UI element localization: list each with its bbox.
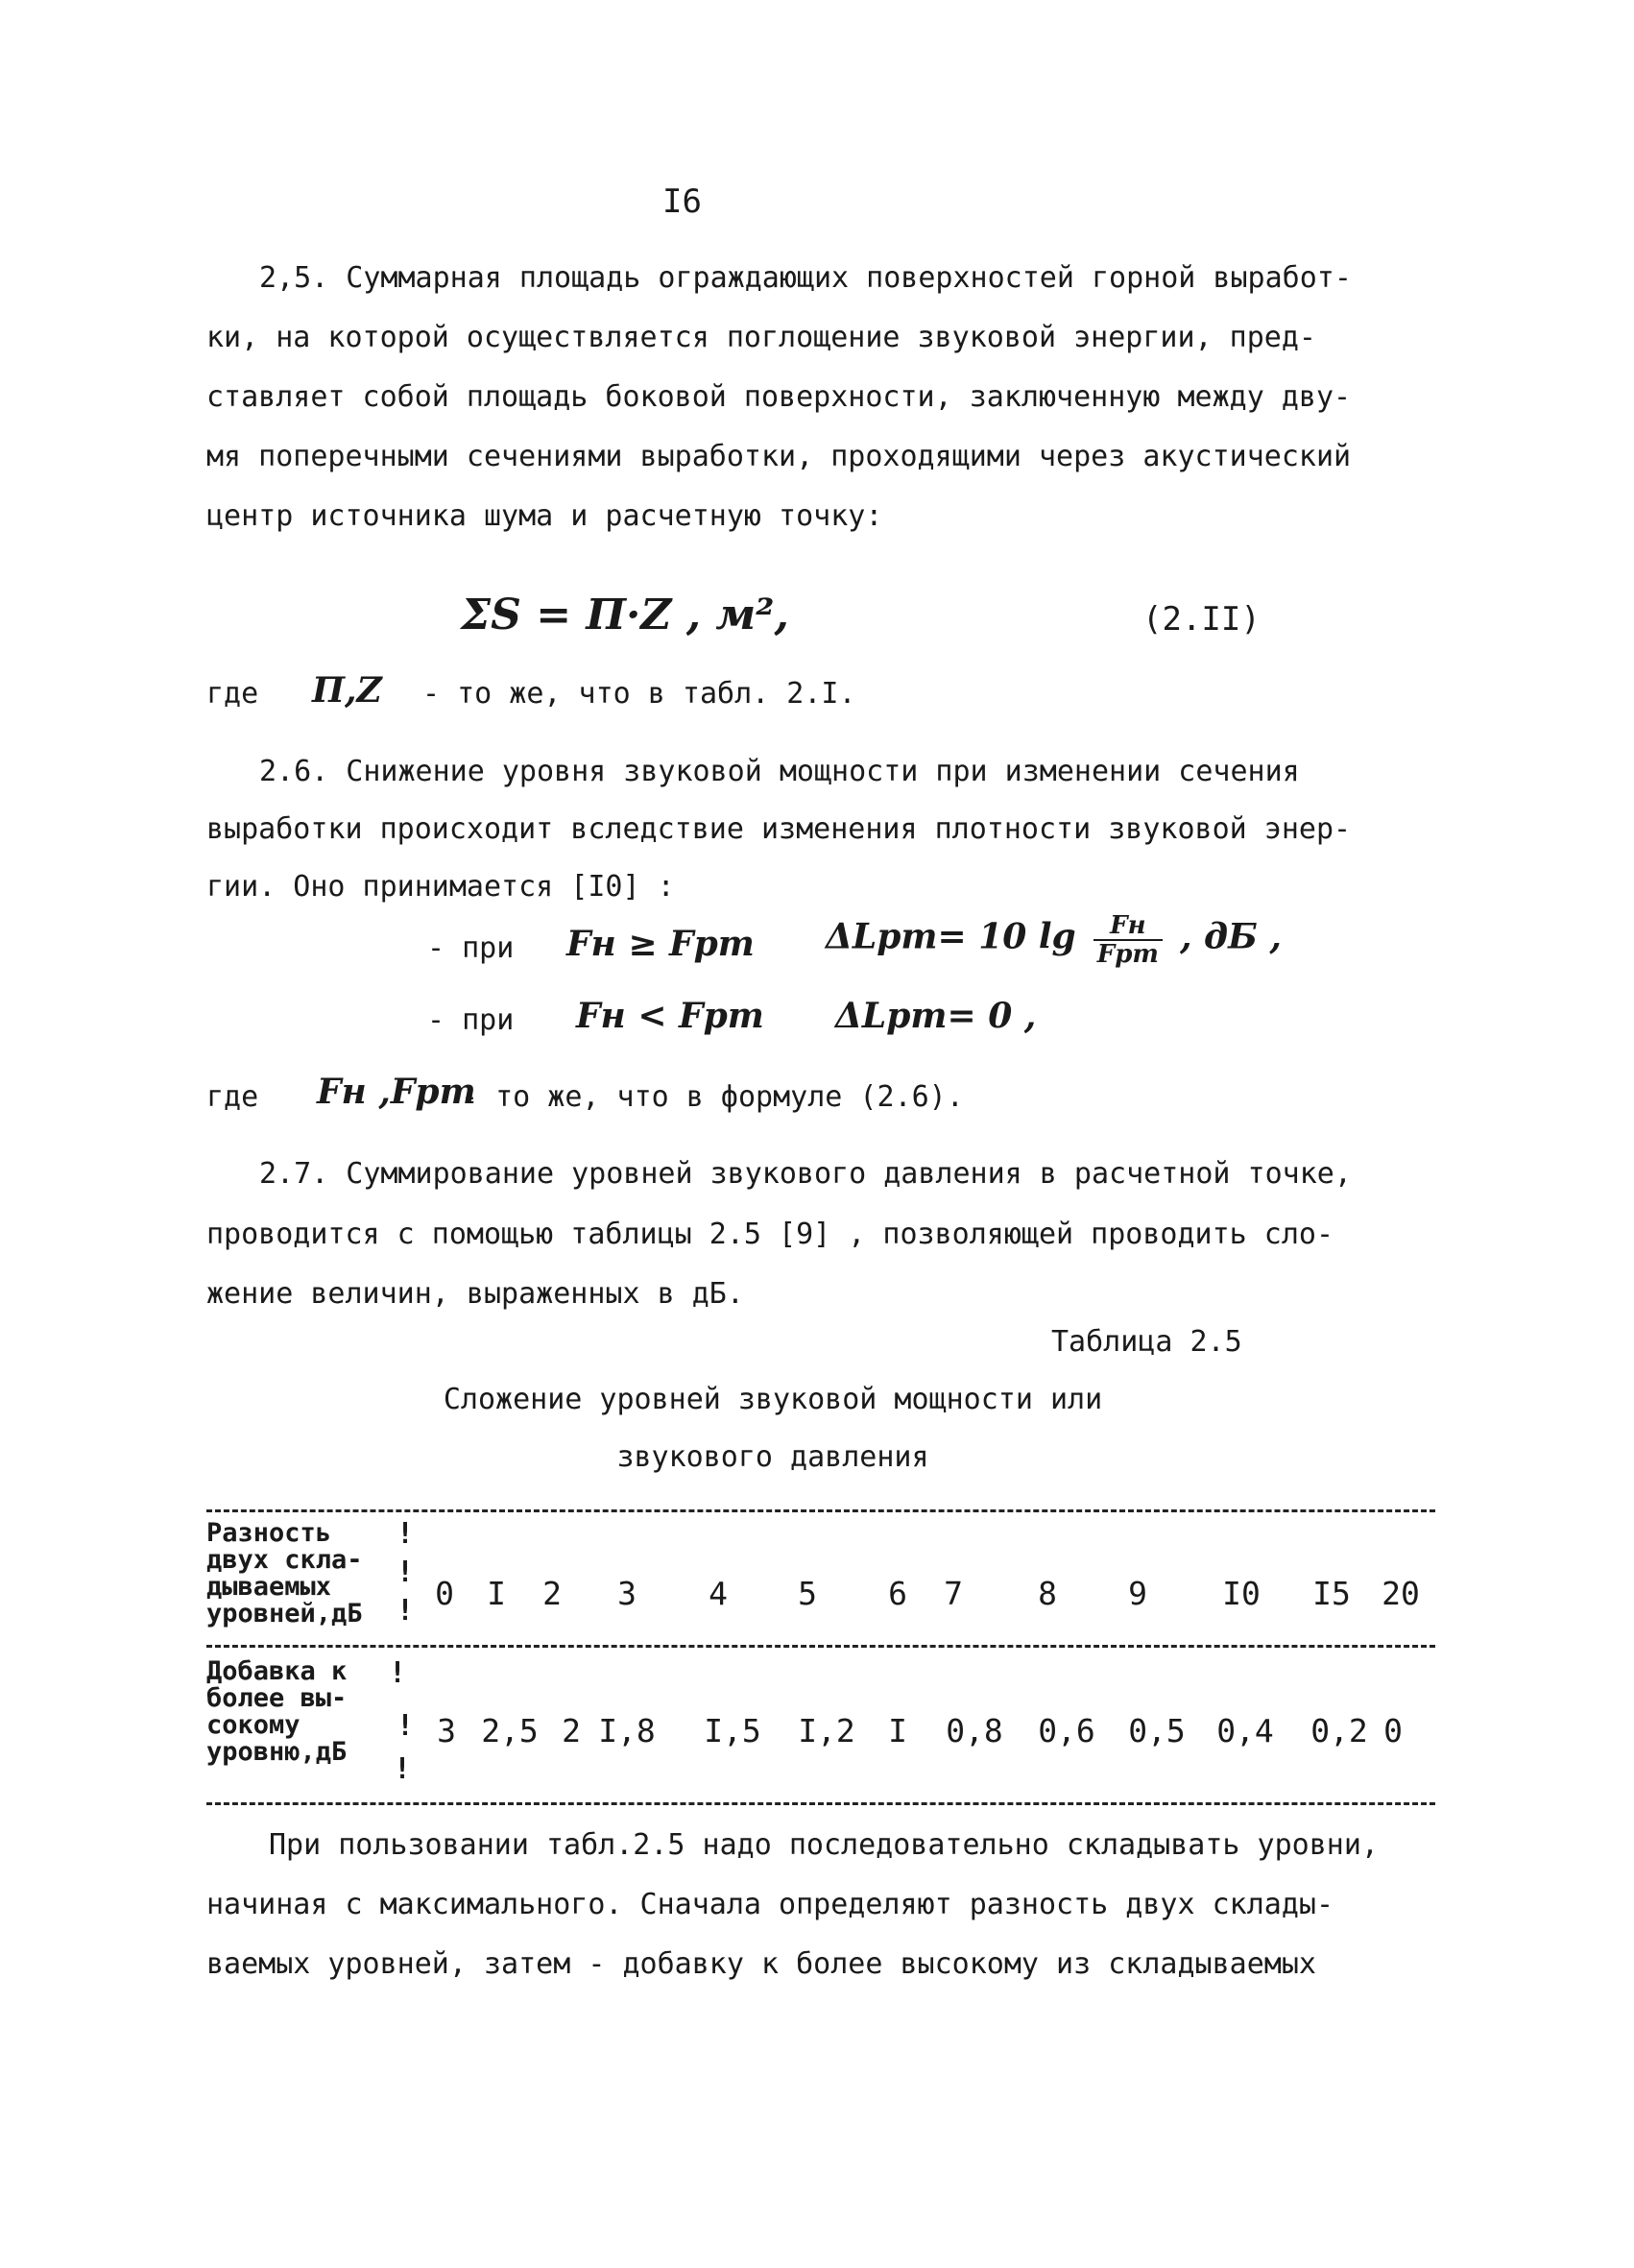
where-prefix-2-5: где	[206, 677, 259, 711]
row1-header-line: уровней,дБ	[206, 1599, 363, 1629]
where-symbols-2-5: П,Z	[312, 670, 382, 711]
row1-cell: 2	[542, 1575, 562, 1612]
para-2-5-line-1: 2,5. Суммарная площадь ограждающих поверхностей горной выработ-	[259, 261, 1352, 295]
case1-formula-denominator: Fрт	[1096, 940, 1159, 969]
row2-cell: 0,4	[1216, 1712, 1274, 1749]
para-2-5-line-4: мя поперечными сечениями выработки, проходящими через акустический	[206, 440, 1352, 473]
case1-formula	[826, 912, 1282, 968]
row1-header-line: Разность	[206, 1518, 332, 1548]
table-title-line-1: Сложение уровней звуковой мощности или	[443, 1383, 1103, 1416]
row2-cell: I	[888, 1712, 907, 1749]
table-middle-rule	[206, 1645, 1435, 1648]
para-2-7-line-1: 2.7. Суммирование уровней звукового давления в расчетной точке,	[259, 1157, 1352, 1191]
row2-cell: 2	[562, 1712, 581, 1749]
row1-cell: 4	[709, 1575, 728, 1612]
row1-cell: I0	[1222, 1575, 1261, 1612]
row1-header	[206, 1520, 363, 1628]
row1-header-line: двух скла-	[206, 1545, 363, 1575]
row1-header-line: дываемых	[206, 1572, 332, 1602]
case1-formula-unit: , дБ ,	[1179, 916, 1282, 957]
closing-line-1: При пользовании табл.2.5 надо последовательно складывать уровни,	[269, 1828, 1379, 1862]
row2-header-line: Добавка к	[206, 1656, 348, 1686]
row1-cell: 3	[617, 1575, 637, 1612]
row2-cell: 0,8	[946, 1712, 1003, 1749]
table-separator-mark: !	[396, 1594, 415, 1628]
row1-cell: 6	[888, 1575, 907, 1612]
para-2-5-line-3: ставляет собой площадь боковой поверхности, заключенную между дву-	[206, 380, 1352, 414]
case1-prefix: - при	[427, 931, 515, 965]
row1-cell: 7	[944, 1575, 963, 1612]
row2-cell: I,5	[704, 1712, 761, 1749]
row2-header-line: сокому	[206, 1710, 300, 1740]
row2-cell: I,2	[798, 1712, 855, 1749]
row2-cell: 2,5	[481, 1712, 539, 1749]
page-number: I6	[662, 182, 702, 221]
formula-2-11-number: (2.II)	[1142, 600, 1261, 639]
row2-header-line: уровню,дБ	[206, 1737, 348, 1767]
case2-formula: ΔLрт= 0 ,	[835, 996, 1037, 1036]
table-separator-mark: !	[394, 1752, 412, 1786]
table-label: Таблица 2.5	[1051, 1325, 1242, 1359]
row2-cell: 0,5	[1128, 1712, 1186, 1749]
para-2-5-line-2: ки, на которой осуществляется поглощение звуковой энергии, пред-	[206, 321, 1316, 354]
para-2-6-line-1: 2.6. Снижение уровня звуковой мощности при изменении сечения	[259, 755, 1300, 788]
row2-cell: 0,2	[1310, 1712, 1368, 1749]
table-separator-mark: !	[396, 1709, 415, 1743]
formula-2-11: ΣS = П·Z , м²,	[461, 591, 789, 639]
row2-cell: I,8	[598, 1712, 656, 1749]
row2-header-line: более вы-	[206, 1683, 348, 1713]
row1-cell: 8	[1038, 1575, 1057, 1612]
case1-formula-left: ΔLрт= 10 lg	[826, 916, 1076, 957]
row1-cell: I	[487, 1575, 506, 1612]
where-text-2-5: - то же, что в табл. 2.I.	[422, 677, 856, 711]
case2-prefix: - при	[427, 1003, 515, 1037]
para-2-6-line-2: выработки происходит вследствие изменения плотности звуковой энер-	[206, 812, 1352, 846]
table-separator-mark: !	[396, 1517, 415, 1551]
where-text-2-6: - то же, что в формуле (2.6).	[461, 1080, 964, 1114]
para-2-5-line-5: центр источника шума и расчетную точку:	[206, 499, 883, 533]
table-top-rule	[206, 1509, 1435, 1512]
row2-cell: 0,6	[1038, 1712, 1095, 1749]
row2-header	[206, 1658, 347, 1766]
row1-cell: I5	[1312, 1575, 1351, 1612]
row2-cell: 3	[437, 1712, 456, 1749]
where-prefix-2-6: где	[206, 1080, 259, 1114]
table-title-line-2: звукового давления	[616, 1440, 929, 1474]
row1-cell: 0	[435, 1575, 454, 1612]
row2-cell: 0	[1383, 1712, 1403, 1749]
para-2-7-line-3: жение величин, выраженных в дБ.	[206, 1277, 744, 1311]
case1-condition: Fн ≥ Fрт	[566, 924, 755, 964]
row1-cell: 20	[1382, 1575, 1420, 1612]
case2-condition: Fн < Fрт	[576, 996, 764, 1036]
case1-formula-numerator: Fн	[1093, 912, 1163, 941]
row1-cell: 9	[1128, 1575, 1147, 1612]
row1-cell: 5	[798, 1575, 817, 1612]
closing-line-3: ваемых уровней, затем - добавку к более высокому из складываемых	[206, 1947, 1316, 1981]
table-bottom-rule	[206, 1802, 1435, 1805]
para-2-6-line-3: гии. Оно принимается [I0] :	[206, 870, 675, 904]
para-2-7-line-2: проводится с помощью таблицы 2.5 [9] , позволяющей проводить сло-	[206, 1218, 1334, 1251]
table-separator-mark: !	[389, 1656, 407, 1690]
where-symbols-2-6: Fн ,Fрт	[317, 1072, 476, 1112]
table-separator-mark: !	[396, 1556, 415, 1589]
case1-formula-fraction	[1093, 912, 1163, 968]
closing-line-2: начиная с максимального. Сначала определяют разность двух склады-	[206, 1888, 1334, 1921]
